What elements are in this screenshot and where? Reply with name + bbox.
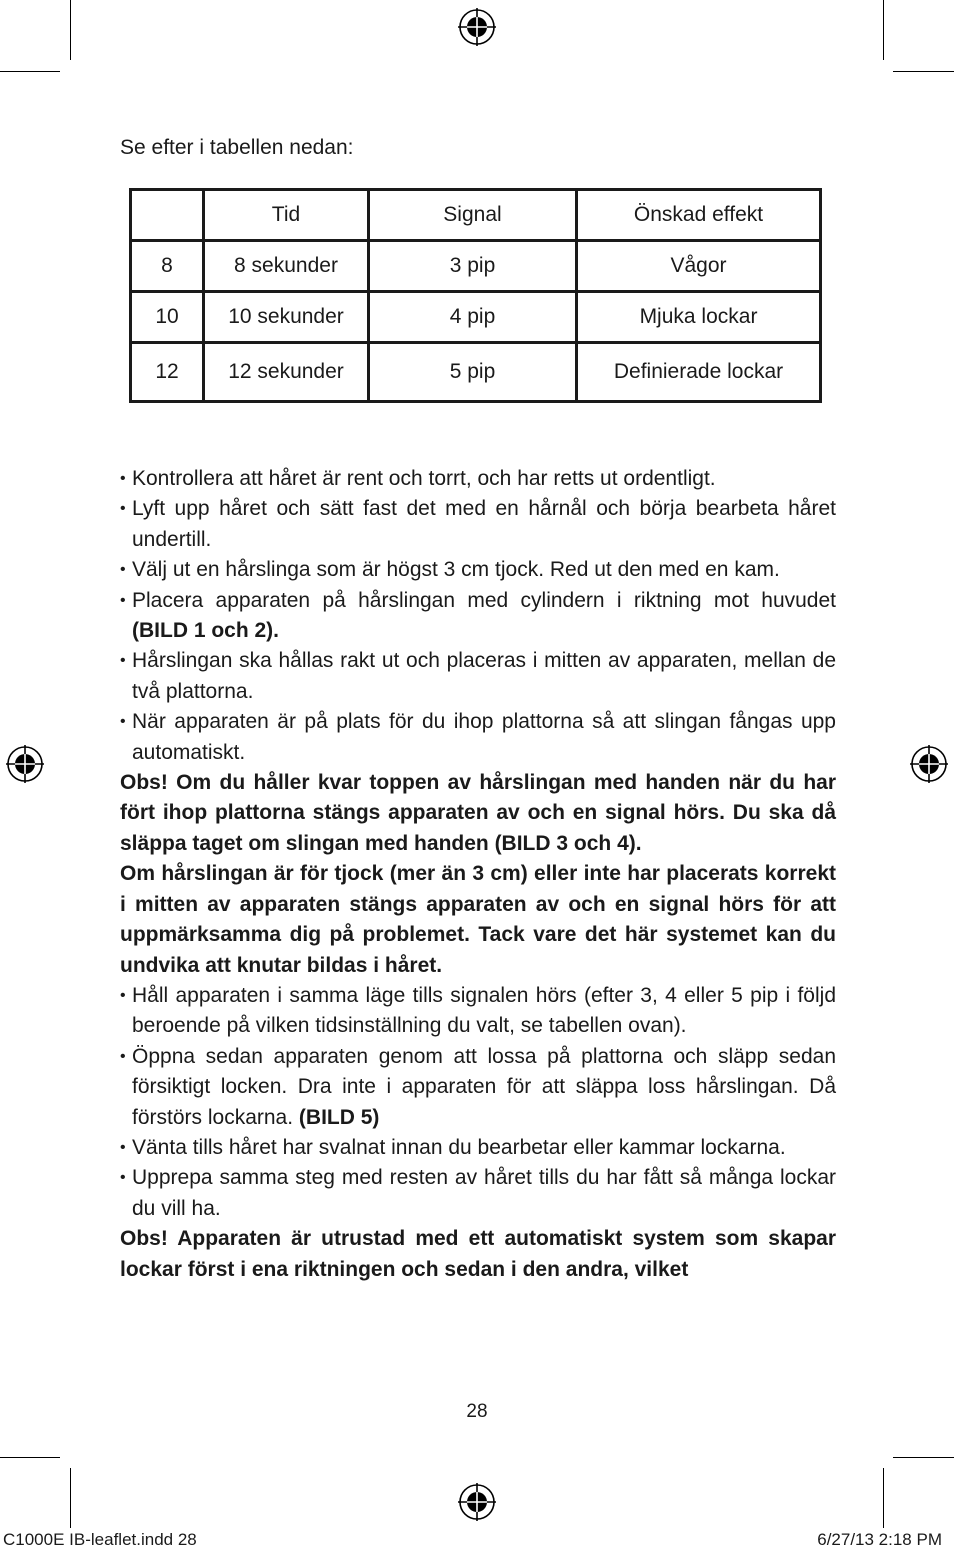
table-cell: Vågor xyxy=(577,241,821,292)
crop-mark xyxy=(70,0,71,60)
table-row xyxy=(131,292,821,343)
bullet-item: • Kontrollera att håret är rent och torrt, och har retts ut ordentligt. xyxy=(120,464,836,494)
table-cell: 12 xyxy=(131,343,204,402)
note-paragraph: Obs! Apparaten är utrustad med ett automatiskt system som skapar lockar först i ena riktningen och sedan i den andra, vilket xyxy=(120,1227,836,1281)
bullet-item: • När apparaten är på plats för du ihop plattorna så att slingan fångas upp automatiskt. xyxy=(120,707,836,768)
figure-reference: (BILD 1 och 2). xyxy=(132,619,280,643)
table-header-row xyxy=(131,190,821,241)
table-cell: 5 pip xyxy=(369,343,577,402)
table-cell: 10 xyxy=(131,292,204,343)
table-cell: 8 xyxy=(131,241,204,292)
table-cell: Definierade lockar xyxy=(577,343,821,402)
settings-table xyxy=(129,188,822,403)
crop-mark xyxy=(70,1468,71,1528)
table-cell: 4 pip xyxy=(369,292,577,343)
bullet-text: Placera apparaten på hårslingan med cylindern i riktning mot huvudet xyxy=(132,588,836,612)
note-paragraph: Obs! Om du håller kvar toppen av hårslingan med handen när du har fört ihop plattorna stängs apparaten av och en signal hörs. Du ska då släppa taget om slingan med handen (BILD 3 och 4). xyxy=(120,771,836,855)
date-slug: 6/27/13 2:18 PM xyxy=(817,1530,942,1549)
crop-mark xyxy=(0,71,60,72)
registration-mark-icon xyxy=(458,1483,496,1521)
bullet-item: • Upprepa samma steg med resten av håret tills du har fått så många lockar du vill ha. xyxy=(120,1163,836,1224)
file-slug: C1000E IB-leaflet.indd 28 xyxy=(3,1530,197,1549)
note-paragraph: Om hårslingan är för tjock (mer än 3 cm) eller inte har placerats korrekt i mitten av apparaten stängs apparaten av och en signal hörs för att uppmärksamma dig på problemet. Tack vare det här systemet kan du undvika att knutar bildas i håret. xyxy=(120,862,836,977)
table-header-cell: Signal xyxy=(369,190,577,241)
table-row xyxy=(131,343,821,402)
crop-mark xyxy=(0,1457,60,1458)
table-cell: 3 pip xyxy=(369,241,577,292)
table-cell: 12 sekunder xyxy=(204,343,369,402)
bullet-item xyxy=(120,1042,836,1133)
crop-mark xyxy=(883,1468,884,1528)
bullet-text: Öppna sedan apparaten genom att lossa på plattorna och släpp sedan försiktigt locken. Dra inte i apparaten för att släppa loss hårslingan. Då förstörs lockarna. xyxy=(132,1044,836,1129)
bullet-item: • Vänta tills håret har svalnat innan du bearbetar eller kammar lockarna. xyxy=(120,1133,836,1163)
figure-reference: (BILD 5) xyxy=(298,1105,380,1129)
bullet-item: • Lyft upp håret och sätt fast det med en hårnål och börja bearbeta håret undertill. xyxy=(120,494,836,555)
table-cell: 10 sekunder xyxy=(204,292,369,343)
table-header-cell xyxy=(131,190,204,241)
bullet-item: • Hårslingan ska hållas rakt ut och placeras i mitten av apparaten, mellan de två plattorna. xyxy=(120,646,836,707)
table-header-cell: Önskad effekt xyxy=(577,190,821,241)
crop-mark xyxy=(893,71,954,72)
intro-text: Se efter i tabellen nedan: xyxy=(120,136,354,159)
page-number: 28 xyxy=(466,1401,488,1422)
table-cell: Mjuka lockar xyxy=(577,292,821,343)
bullet-item xyxy=(120,586,836,647)
table-row xyxy=(131,241,821,292)
registration-mark-icon xyxy=(910,745,948,783)
crop-mark xyxy=(883,0,884,60)
table-header-cell: Tid xyxy=(204,190,369,241)
registration-mark-icon xyxy=(458,8,496,46)
bullet-item: • Håll apparaten i samma läge tills signalen hörs (efter 3, 4 eller 5 pip i följd beroende på vilken tidsinställning du valt, se tabellen ovan). xyxy=(120,981,836,1042)
registration-mark-icon xyxy=(6,745,44,783)
bullet-item: • Välj ut en hårslinga som är högst 3 cm tjock. Red ut den med en kam. xyxy=(120,555,836,585)
table-cell: 8 sekunder xyxy=(204,241,369,292)
instructions-body xyxy=(120,464,836,1285)
crop-mark xyxy=(893,1457,954,1458)
